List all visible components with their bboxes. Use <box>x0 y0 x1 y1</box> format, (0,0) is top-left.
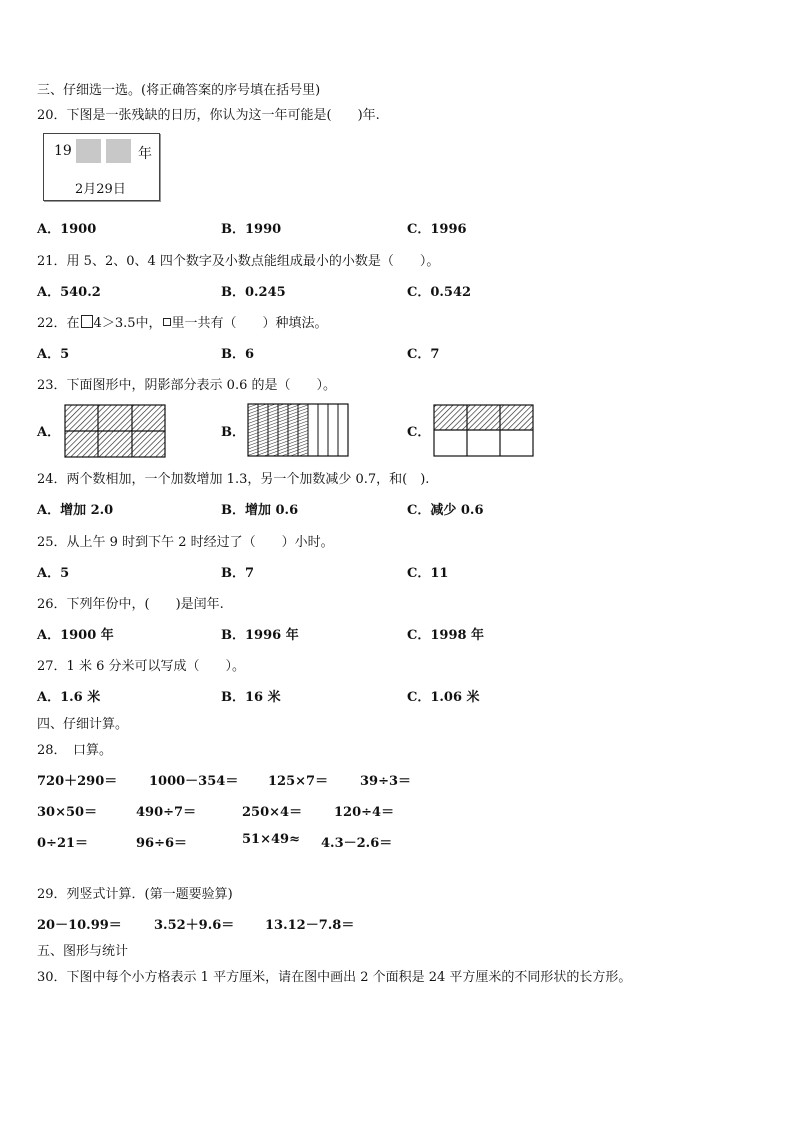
figure-a-grid <box>62 403 168 459</box>
q21-option-c[interactable]: C．0.542 <box>407 285 472 300</box>
calendar-year-prefix: 19 <box>54 143 72 159</box>
q22-option-a[interactable]: A．5 <box>37 347 70 362</box>
question-20-stem: 20．下图是一张残缺的日历，你认为这一年可能是( )年. <box>37 108 380 123</box>
vertical-calc-item: 13.12－7.8＝ <box>265 918 355 933</box>
q22-option-b[interactable]: B．6 <box>221 347 255 362</box>
mental-calc-item: 250×4＝ <box>242 805 303 820</box>
broken-calendar-figure <box>43 133 160 201</box>
question-21-stem: 21．用 5、2、0、4 四个数字及小数点能组成最小的小数是（ ）。 <box>37 254 440 269</box>
section-5-title: 五、图形与统计 <box>37 944 129 959</box>
calendar-year-suffix: 年 <box>138 146 152 162</box>
figure-c-grid <box>432 403 536 459</box>
q24-option-a[interactable]: A．增加 2.0 <box>37 503 114 518</box>
mental-calc-item: 4.3－2.6＝ <box>321 836 393 851</box>
mental-calc-item: 39÷3＝ <box>360 774 412 789</box>
question-24-stem: 24．两个数相加，一个加数增加 1.3，另一个加数减少 0.7，和( ). <box>37 472 430 487</box>
question-23-stem: 23．下面图形中，阴影部分表示 0.6 的是（ ）。 <box>37 378 336 393</box>
calendar-date: 2月29日 <box>75 182 126 197</box>
mental-calc-item: 0÷21＝ <box>37 836 89 851</box>
q27-option-c[interactable]: C．1.06 米 <box>407 690 480 705</box>
mental-calc-item: 125×7＝ <box>268 774 329 789</box>
q27-option-a[interactable]: A．1.6 米 <box>37 690 101 705</box>
blank-box <box>81 315 93 328</box>
vertical-calc-item: 3.52＋9.6＝ <box>154 918 235 933</box>
q21-option-b[interactable]: B．0.245 <box>221 285 286 300</box>
mental-calc-item: 30×50＝ <box>37 805 98 820</box>
blank-box-small <box>163 318 171 326</box>
q22-stem-pre: 22．在 <box>37 316 80 331</box>
mental-calc-item: 51×49≈ <box>242 832 300 847</box>
calendar-missing-digit-1 <box>76 139 101 163</box>
question-26-stem: 26．下列年份中，( )是闰年. <box>37 597 224 612</box>
q23-option-b[interactable]: B． <box>221 425 245 440</box>
q26-option-b[interactable]: B．1996 年 <box>221 628 299 643</box>
q25-option-c[interactable]: C．11 <box>407 566 449 581</box>
q23-option-a[interactable]: A． <box>37 425 61 440</box>
q20-option-a[interactable]: A．1900 <box>37 222 97 237</box>
q22-stem-mid: 中， <box>135 316 162 331</box>
calendar-missing-digit-2 <box>106 139 131 163</box>
q22-stem-expr: 4＞3.5 <box>93 316 136 331</box>
q24-option-b[interactable]: B．增加 0.6 <box>221 503 299 518</box>
q20-option-c[interactable]: C．1996 <box>407 222 467 237</box>
question-29-stem: 29．列竖式计算．(第一题要验算) <box>37 887 233 902</box>
q27-option-b[interactable]: B．16 米 <box>221 690 281 705</box>
mental-calc-item: 720＋290＝ <box>37 774 118 789</box>
question-25-stem: 25．从上午 9 时到下午 2 时经过了（ ）小时。 <box>37 535 334 550</box>
q24-option-c[interactable]: C．减少 0.6 <box>407 503 484 518</box>
q25-option-a[interactable]: A．5 <box>37 566 70 581</box>
section-4-title: 四、仔细计算。 <box>37 717 129 732</box>
mental-calc-item: 96÷6＝ <box>136 836 188 851</box>
q21-option-a[interactable]: A．540.2 <box>37 285 101 300</box>
q25-option-b[interactable]: B．7 <box>221 566 255 581</box>
q22-option-c[interactable]: C．7 <box>407 347 440 362</box>
q22-stem-post: 里一共有（ ）种填法。 <box>171 316 328 331</box>
vertical-calc-item: 20－10.99＝ <box>37 918 122 933</box>
section-3-title: 三、仔细选一选。(将正确答案的序号填在括号里) <box>37 83 321 98</box>
mental-calc-item: 1000－354＝ <box>149 774 239 789</box>
q26-option-c[interactable]: C．1998 年 <box>407 628 485 643</box>
q23-option-c[interactable]: C． <box>407 425 431 440</box>
question-27-stem: 27．1 米 6 分米可以写成（ ）。 <box>37 659 245 674</box>
mental-calc-item: 490÷7＝ <box>136 805 197 820</box>
figure-c-shaded-area <box>434 405 533 430</box>
q26-option-a[interactable]: A．1900 年 <box>37 628 114 643</box>
mental-calc-item: 120÷4＝ <box>334 805 395 820</box>
figure-b-strips <box>245 402 351 458</box>
question-22-stem <box>37 312 328 331</box>
question-30-stem: 30．下图中每个小方格表示 1 平方厘米，请在图中画出 2 个面积是 24 平方厘米的不同形状的长方形。 <box>37 970 632 985</box>
q20-option-b[interactable]: B．1990 <box>221 222 282 237</box>
question-28-stem: 28． 口算。 <box>37 743 113 758</box>
